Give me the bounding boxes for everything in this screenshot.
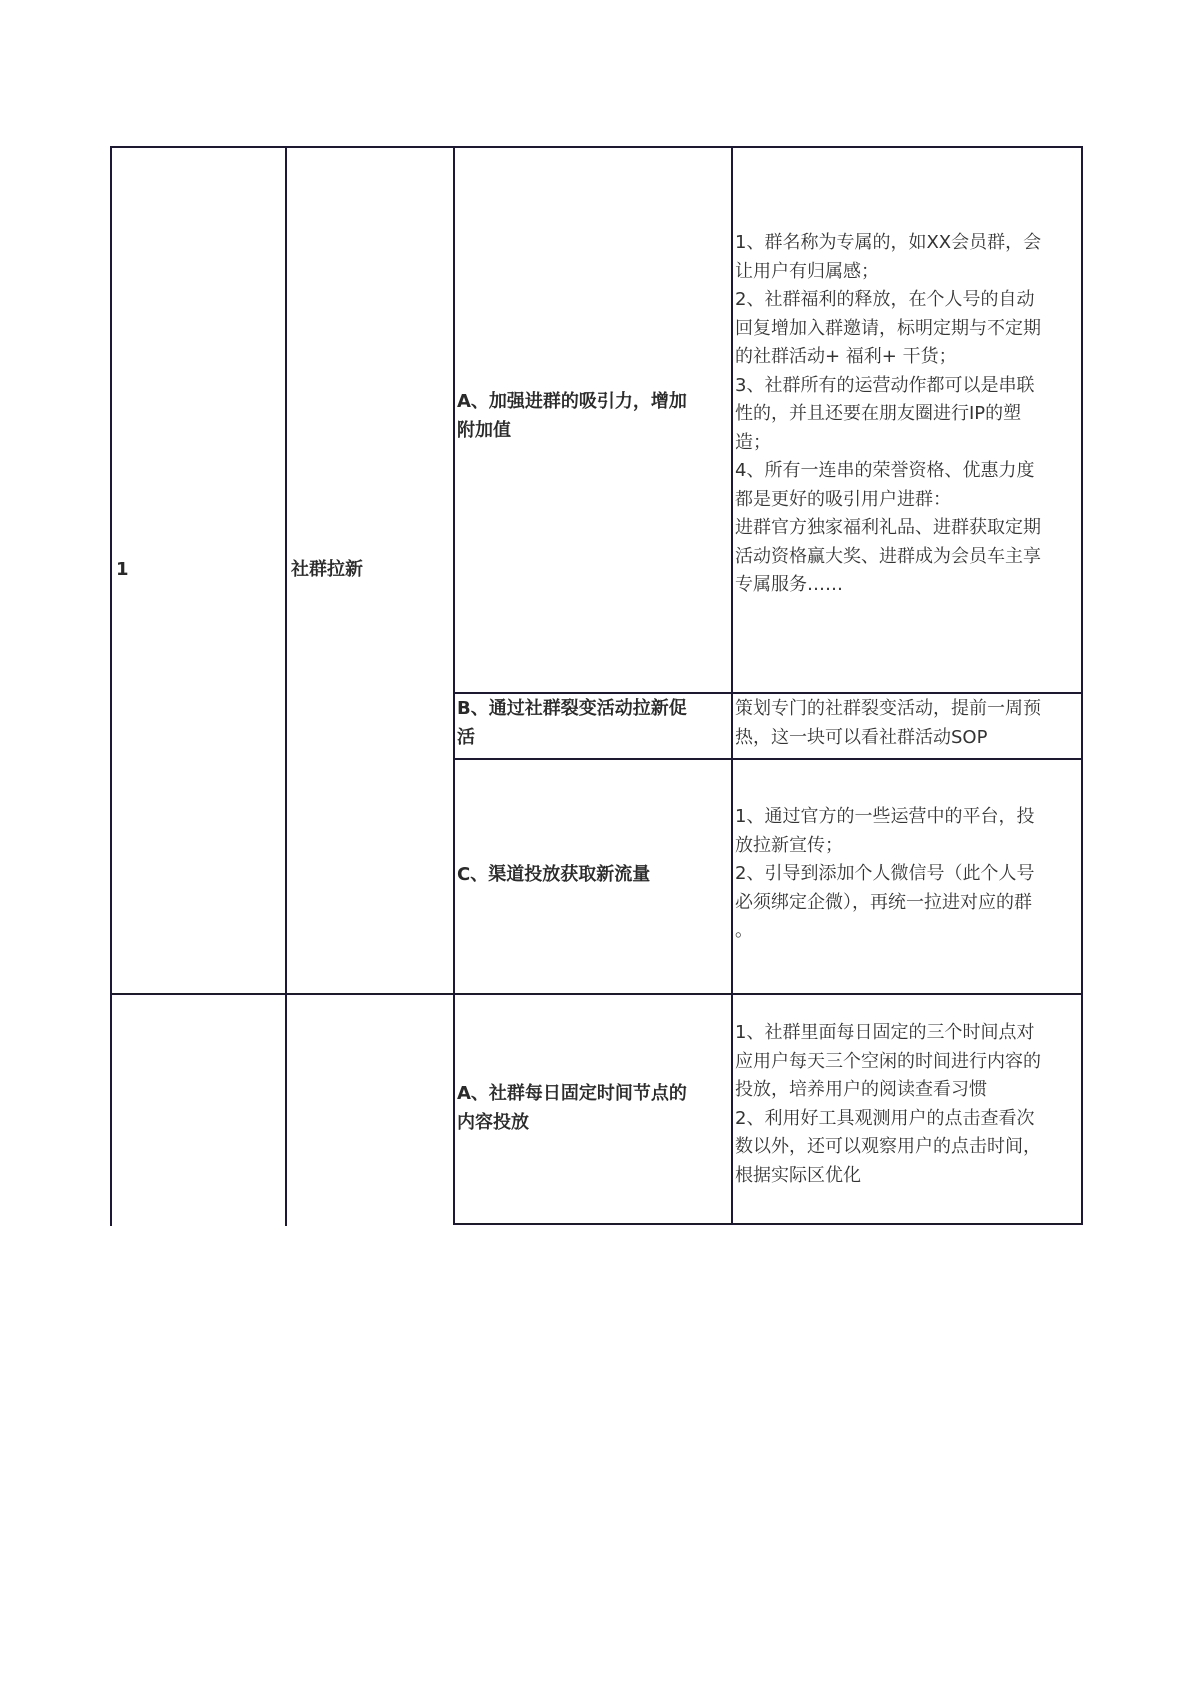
row-index: 1 [116, 559, 129, 580]
content-line: 数以外，还可以观察用户的点击时间， [735, 1136, 1041, 1157]
content-line: 必须绑定企微），再统一拉进对应的群 [735, 891, 1032, 913]
content-line: 2、利用好工具观测用户的点击查看次 [735, 1107, 1035, 1129]
row1-b-bottom-border [453, 758, 1082, 760]
sub-item-title [457, 388, 687, 445]
sub-item-content [735, 803, 1034, 946]
table-top-border [110, 146, 1082, 148]
content-line: 。 [735, 920, 753, 941]
content-line: 4、所有一连串的荣誉资格、优惠力度 [735, 460, 1035, 481]
title-line: 活 [457, 726, 475, 748]
sub-item-content [735, 695, 1041, 752]
sub-item-title [457, 1080, 687, 1137]
row1-a-bottom-border [453, 692, 1082, 694]
content-line: 2、引导到添加个人微信号（此个人号 [735, 863, 1035, 884]
title-line: A、社群每日固定时间节点的 [457, 1083, 687, 1104]
content-line: 进群官方独家福利礼品、进群获取定期 [735, 517, 1041, 538]
content-line: 1、社群里面每日固定的三个时间点对 [735, 1022, 1035, 1043]
content-line: 1、通过官方的一些运营中的平台，投 [735, 806, 1035, 827]
content-line: 投放，培养用户的阅读查看习惯 [735, 1079, 987, 1100]
content-line: 的社群活动+ 福利+ 干货； [735, 346, 957, 367]
sub-item-content [735, 1019, 1041, 1190]
table-right-border [1081, 146, 1083, 1225]
content-line: 活动资格赢大奖、进群成为会员车主享 [735, 545, 1041, 567]
content-line: 让用户有归属感； [735, 260, 879, 282]
row1-bottom-border [110, 993, 1082, 995]
row-category: 社群拉新 [291, 559, 363, 580]
title-line: 内容投放 [457, 1111, 529, 1133]
content-line: 都是更好的吸引用户进群： [735, 488, 951, 510]
content-line: 造； [735, 431, 771, 453]
content-line: 应用户每天三个空闲的时间进行内容的 [735, 1050, 1041, 1072]
content-line: 1、群名称为专属的，如XX会员群，会 [735, 232, 1042, 253]
col3-left-border [453, 146, 455, 1225]
content-line: 回复增加入群邀请，标明定期与不定期 [735, 317, 1041, 339]
content-line: 根据实际区优化 [735, 1164, 861, 1186]
sub-item-content [735, 229, 1041, 600]
col2-left-border [285, 146, 287, 1226]
row2-a-bottom-border [453, 1223, 1082, 1225]
table-left-border [110, 146, 112, 1226]
content-line: 性的，并且还要在朋友圈进行IP的塑 [735, 403, 1022, 424]
content-line: 2、社群福利的释放，在个人号的自动 [735, 289, 1035, 310]
title-line: A、加强进群的吸引力，增加 [457, 391, 687, 412]
col4-left-border [731, 146, 733, 1225]
content-line: 3、社群所有的运营动作都可以是串联 [735, 374, 1035, 396]
content-line: 策划专门的社群裂变活动，提前一周预 [735, 698, 1041, 719]
sub-item-title [457, 695, 687, 752]
title-line: 附加值 [457, 419, 511, 441]
content-line: 放拉新宣传； [735, 834, 843, 856]
title-line: B、通过社群裂变活动拉新促 [457, 698, 687, 719]
sub-item-title [457, 861, 650, 890]
title-line: C、渠道投放获取新流量 [457, 864, 651, 885]
content-line: 热，这一块可以看社群活动SOP [735, 726, 988, 748]
content-line: 专属服务…… [735, 574, 843, 595]
